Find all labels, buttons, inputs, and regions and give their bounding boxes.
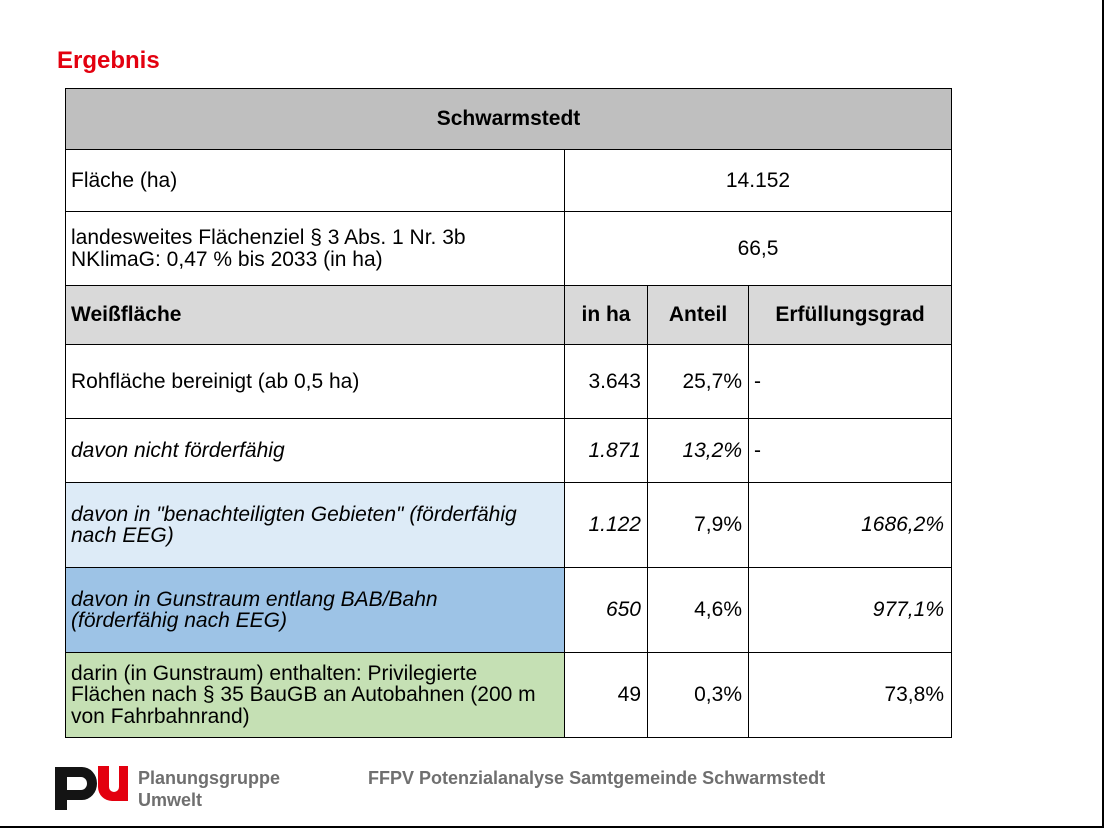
row-fulfillment-value: - [749,419,952,483]
area-label: Fläche (ha) [66,150,565,212]
column-header-in-ha: in ha [565,286,648,345]
column-header-anteil: Anteil [648,286,749,345]
slide-title: Ergebnis [57,47,160,74]
row-share-value: 0,3% [648,653,749,738]
row-ha-value: 1.871 [565,419,648,483]
row-label: davon nicht förderfähig [66,419,565,483]
row-share-value: 13,2% [648,419,749,483]
row-share-value: 4,6% [648,568,749,653]
column-header-erfuellungsgrad: Erfüllungsgrad [749,286,952,345]
row-ha-value: 3.643 [565,345,648,419]
row-share-value: 7,9% [648,483,749,568]
area-value: 14.152 [565,150,952,212]
target-label: landesweites Flächenziel § 3 Abs. 1 Nr. 3b NKlimaG: 0,47 % bis 2033 (in ha) [66,212,565,286]
target-row [66,212,952,286]
row-gunstraum [66,568,952,653]
logo-u-shape [98,766,128,801]
table-title-cell: Schwarmstedt [66,89,952,150]
column-header-row [66,286,952,345]
target-value: 66,5 [565,212,952,286]
company-logo-icon [55,765,129,811]
row-ha-value: 1.122 [565,483,648,568]
company-name [138,767,280,811]
row-nicht-foerderfaehig [66,419,952,483]
company-name-line2: Umwelt [138,790,203,810]
logo-p-shape [55,767,97,810]
column-header-weissflaeche: Weißfläche [66,286,565,345]
table-title-row [66,89,952,150]
row-fulfillment-value: 1686,2% [749,483,952,568]
row-ha-value: 650 [565,568,648,653]
row-fulfillment-value: 73,8% [749,653,952,738]
company-name-line1: Planungsgruppe [138,768,281,788]
row-label: Rohfläche bereinigt (ab 0,5 ha) [66,345,565,419]
row-privilegierte-flaechen [66,653,952,738]
row-rohflaeche [66,345,952,419]
row-label: davon in "benachteiligten Gebieten" (förderfähig nach EEG) [66,483,565,568]
footer-project-title: FFPV Potenzialanalyse Samtgemeinde Schwarmstedt [368,768,826,788]
row-fulfillment-value: 977,1% [749,568,952,653]
row-label: darin (in Gunstraum) enthalten: Privilegierte Flächen nach § 35 BauGB an Autobahnen (200 m von Fahrbahnrand) [66,653,565,738]
row-ha-value: 49 [565,653,648,738]
row-benachteiligte-gebiete [66,483,952,568]
row-share-value: 25,7% [648,345,749,419]
results-table [65,88,952,738]
row-fulfillment-value: - [749,345,952,419]
row-label: davon in Gunstraum entlang BAB/Bahn (förderfähig nach EEG) [66,568,565,653]
area-row [66,150,952,212]
